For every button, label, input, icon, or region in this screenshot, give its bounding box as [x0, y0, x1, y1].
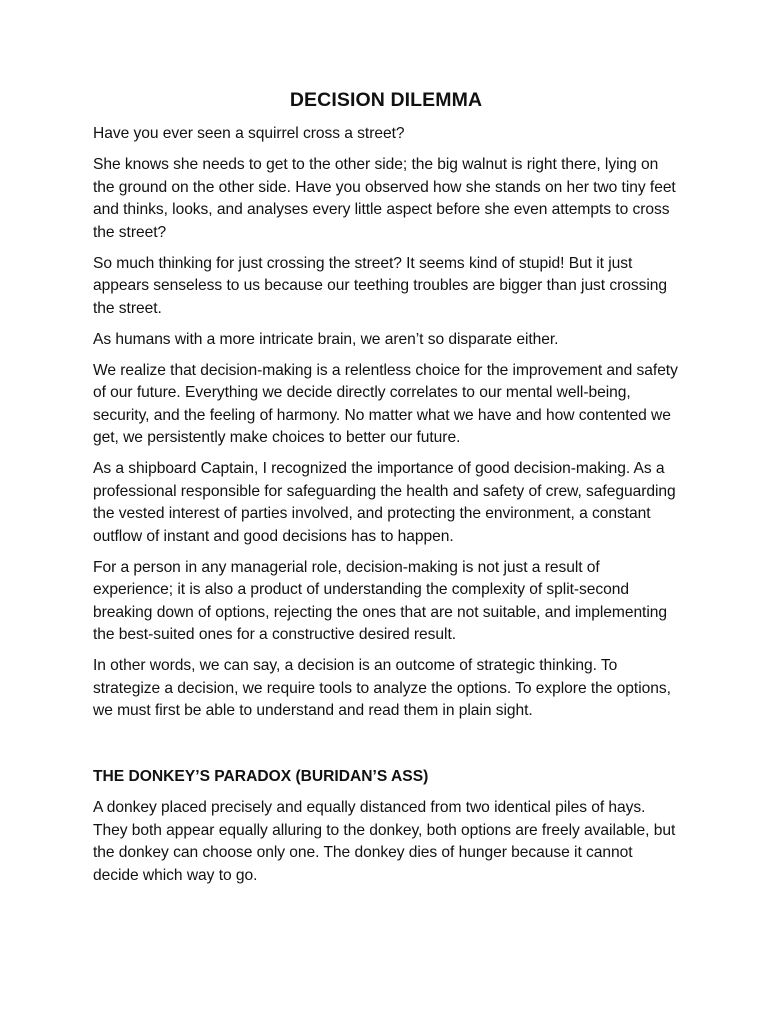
- paragraph-humans: As humans with a more intricate brain, we aren’t so disparate either.: [93, 330, 559, 348]
- section-heading: THE DONKEY’S PARADOX (BURIDAN’S ASS): [93, 767, 429, 785]
- document-body: [93, 87, 679, 896]
- paragraph-donkey-paradox: A donkey placed precisely and equally distanced from two identical piles of hays. They both appear equally alluring to the donkey, both options are freely available, but the donkey can choose only one. The donkey dies of hunger because it cannot decide which way to go.: [93, 799, 676, 884]
- document-title: DECISION DILEMMA: [289, 89, 483, 111]
- paragraph-thinking: So much thinking for just crossing the street? It seems kind of stupid! But it just appears senseless to us because our teething troubles are bigger than just crossing the street.: [93, 254, 668, 317]
- paragraph-strategic-thinking: In other words, we can say, a decision is an outcome of strategic thinking. To strategize a decision, we require tools to analyze the options. To explore the options, we must first be able to understand and read them in plain sight.: [93, 657, 671, 719]
- paragraph-managerial-role: For a person in any managerial role, decision-making is not just a result of experience; it is also a product of understanding the complexity of split-second breaking down of options, rejecting the ones that are not suitable, and implementing the best-suited ones for a constructive desired result.: [93, 558, 668, 643]
- paragraph-squirrel-question: Have you ever seen a squirrel cross a street?: [93, 125, 405, 142]
- paragraph-squirrel-description: She knows she needs to get to the other side; the big walnut is right there, lying on the ground on the other side. Have you observed how she stands on her two tiny feet and thinks, looks, and analyses every little aspect before she even attempts to cross the street?: [93, 156, 676, 241]
- paragraph-decision-making: We realize that decision-making is a relentless choice for the improvement and safety of our future. Everything we decide directly correlates to our mental well-being, security, and the feeling of harmony. No matter what we have and how contented we get, we persistently make choices to better our future.: [93, 361, 678, 446]
- paragraph-captain: As a shipboard Captain, I recognized the importance of good decision-making. As a professional responsible for safeguarding the health and safety of crew, safeguarding the vested interest of parties involved, and protecting the environment, a constant outflow of instant and good decisions has to happen.: [93, 460, 676, 545]
